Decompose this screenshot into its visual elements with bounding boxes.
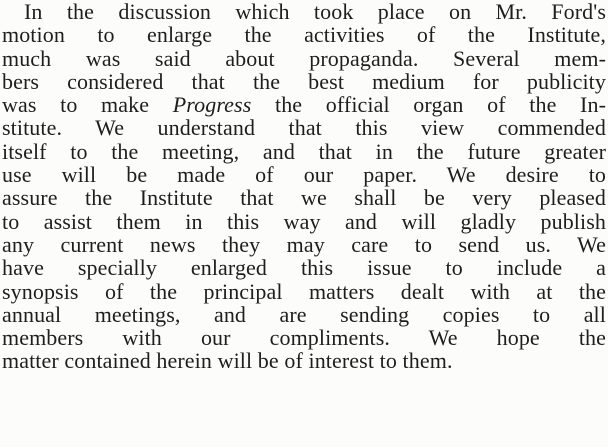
article-line-text: the official organ of the In- bbox=[251, 92, 607, 118]
article-line: any current news they may care to send us. We bbox=[2, 231, 606, 257]
article-line-text: was to make bbox=[2, 92, 173, 118]
article-line: In the discussion which took place on Mr. Ford's bbox=[24, 0, 606, 24]
article-text-column bbox=[2, 0, 606, 373]
article-line: assure the Institute that we shall be very pleased bbox=[2, 185, 606, 211]
article-line: motion to enlarge the activities of the Institute, bbox=[2, 22, 606, 48]
article-line: members with our compliments. We hope the bbox=[2, 325, 606, 351]
article-line: matter contained herein will be of interest to them. bbox=[2, 348, 453, 374]
article-line: much was said about propaganda. Several mem- bbox=[2, 45, 606, 71]
article-line: to assist them in this way and will gladly publish bbox=[2, 208, 606, 234]
article-line: itself to the meeting, and that in the future greater bbox=[2, 138, 606, 164]
article-line: use will be made of our paper. We desire to bbox=[2, 162, 606, 188]
article-line: annual meetings, and are sending copies to all bbox=[2, 301, 606, 327]
article-line: have specially enlarged this issue to include a bbox=[2, 255, 606, 281]
article-line: bers considered that the best medium for publicity bbox=[2, 68, 606, 94]
publication-name: Progress bbox=[172, 92, 252, 118]
article-line: synopsis of the principal matters dealt with at the bbox=[2, 278, 606, 304]
article-line bbox=[2, 93, 606, 116]
article-line: stitute. We understand that this view commended bbox=[2, 115, 606, 141]
